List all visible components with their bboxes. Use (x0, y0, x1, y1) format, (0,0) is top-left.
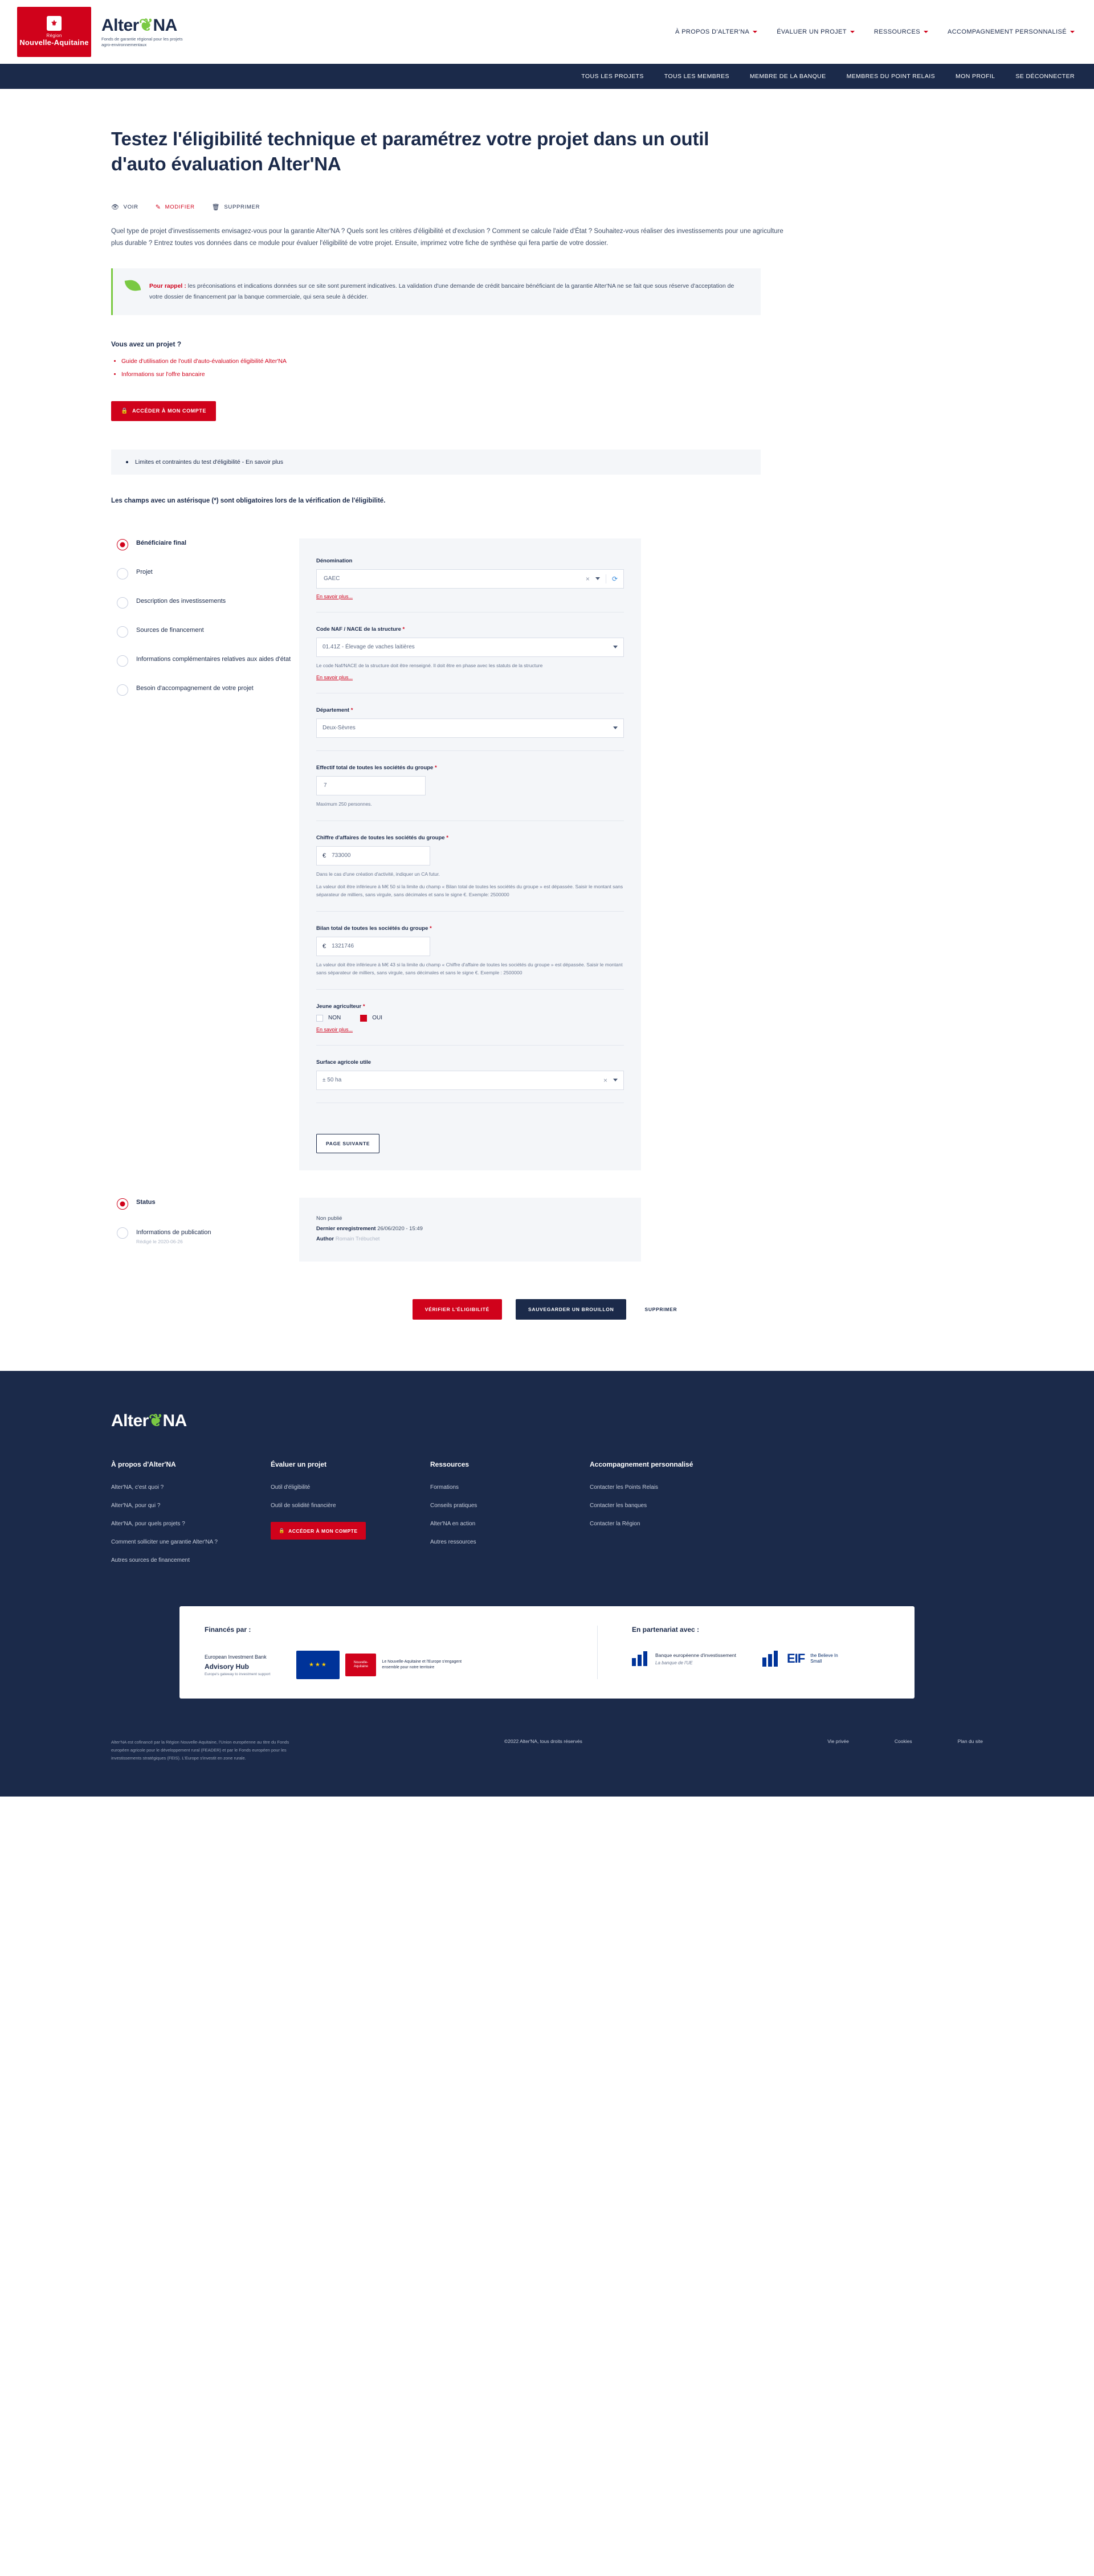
limits-accordion-label: Limites et contraintes du test d'éligibilité - En savoir plus (135, 458, 283, 466)
footer-link[interactable]: Alter'NA, pour quels projets ? (111, 1521, 185, 1528)
alterna-logo-word: Alter❦NA (101, 16, 177, 35)
footer-col-title: Évaluer un projet (271, 1460, 327, 1469)
view-tab[interactable]: 👁 VOIR (111, 204, 138, 211)
sidebar-item-besoin-accompagnement[interactable] (117, 684, 299, 696)
footer-link[interactable]: Contacter les Points Relais (590, 1484, 659, 1491)
footer-logo[interactable]: Alter❦NA (111, 1411, 187, 1431)
sidebar-item-informations-publication[interactable] (117, 1227, 299, 1245)
list-item[interactable] (121, 355, 983, 368)
author-row: Author Romain Trébuchet (316, 1235, 380, 1242)
radio-icon[interactable] (117, 597, 128, 609)
chiffre-affaires-input-wrap[interactable] (316, 846, 430, 866)
project-question-heading: Vous avez un projet ? (111, 340, 182, 349)
delete-tab[interactable]: 🗑 SUPPRIMER (211, 204, 260, 211)
radio-icon[interactable] (117, 568, 128, 579)
pencil-icon: ✎ (155, 204, 161, 211)
link-savoir-plus-code-naf[interactable]: En savoir plus... (316, 674, 353, 680)
radio-icon[interactable] (117, 1227, 128, 1239)
radio-icon[interactable] (117, 1198, 128, 1210)
surface-agricole-value: ± 50 ha (323, 1077, 342, 1084)
footer-link[interactable]: Formations (430, 1484, 459, 1491)
footer-link-plan-du-site[interactable]: Plan du site (957, 1738, 983, 1745)
next-page-button[interactable]: PAGE SUIVANTE (316, 1134, 379, 1153)
eib-line2: Advisory Hub (205, 1662, 250, 1671)
footer-legal-text: Alter'NA est cofinancé par la Région Nouvelle-Aquitaine, l'Union européenne au titre du Fonds européen agricole pour le développement rural (FEADER) et par le Fonds européen pour les investissements stratégiques (FEIS). L'Europe s'investit en zone rurale. (111, 1740, 289, 1761)
denomination-combobox[interactable] (316, 569, 624, 589)
adminnav-tous-les-membres[interactable]: TOUS LES MEMBRES (664, 73, 729, 80)
label-effectif: Effectif total de toutes les sociétés du groupe * (316, 764, 437, 771)
link-guide[interactable]: Guide d'utilisation de l'outil d'auto-évaluation éligibilité Alter'NA (121, 358, 287, 365)
denomination-input[interactable] (323, 575, 586, 582)
nav-item-apropos[interactable]: À PROPOS D'ALTER'NA (675, 28, 757, 35)
field-code-naf (316, 626, 624, 693)
link-savoir-plus-jeune-agriculteur[interactable]: En savoir plus... (316, 1026, 353, 1032)
eu-region-logos (296, 1651, 467, 1679)
footer-bottom (111, 1738, 983, 1797)
partners-in-partnership (598, 1626, 889, 1667)
radio-icon[interactable] (117, 684, 128, 696)
field-departement (316, 707, 624, 751)
footer-columns (111, 1460, 983, 1574)
bei-line2: La banque de l'UE (655, 1660, 693, 1665)
step-label: Informations de publication (136, 1228, 211, 1236)
step-label: Informations complémentaires relatives aux aides d'état (136, 655, 291, 663)
footer-col-ressources (430, 1460, 590, 1574)
form-area (111, 538, 983, 1170)
label-departement: Département * (316, 707, 353, 713)
link-offre-bancaire[interactable]: Informations sur l'offre bancaire (121, 370, 205, 378)
eif-bars-icon (762, 1651, 778, 1667)
field-chiffre-affaires (316, 835, 624, 912)
departement-value: Deux-Sèvres (323, 725, 356, 732)
status-panel (299, 1198, 641, 1262)
resource-links (111, 355, 983, 380)
leaf-icon: ❦ (138, 16, 153, 35)
adminnav-membre-banque[interactable]: MEMBRE DE LA BANQUE (749, 73, 826, 80)
lock-icon: 🔒 (279, 1528, 285, 1534)
page-title: Testez l'éligibilité technique et paramétrez votre projet dans un outil d'auto évaluation Alter'NA (111, 128, 709, 174)
footer-link[interactable]: Autres ressources (430, 1539, 476, 1546)
chevron-down-icon[interactable] (595, 577, 600, 580)
clear-icon[interactable]: × (585, 574, 590, 583)
surface-agricole-combobox[interactable] (316, 1071, 624, 1090)
label-jeune-agriculteur: Jeune agriculteur * (316, 1003, 365, 1010)
bei-line1: Banque européenne d'investissement (655, 1652, 736, 1658)
sidebar-item-beneficiaire[interactable] (117, 538, 299, 550)
footer-bottom-links (827, 1738, 983, 1762)
footer-copyright: ©2022 Alter'NA, tous droits réservés (504, 1738, 582, 1745)
chevron-down-icon[interactable] (613, 726, 618, 729)
radio-icon[interactable] (117, 626, 128, 638)
chevron-down-icon[interactable] (613, 646, 618, 648)
last-save-row: Dernier enregistrement 26/06/2020 - 15:49 (316, 1225, 423, 1232)
nav-item-ressources[interactable]: RESSOURCES (874, 28, 928, 35)
field-bilan-total (316, 925, 624, 990)
step-label: Sources de financement (136, 626, 204, 634)
callout-strong: Pour rappel : (149, 282, 186, 289)
step-label: Bénéficiaire final (136, 539, 187, 546)
euro-icon: € (323, 852, 326, 859)
footer-link[interactable]: Alter'NA en action (430, 1521, 476, 1528)
trash-icon: 🗑 (211, 204, 221, 211)
step-label: Status (136, 1198, 156, 1206)
form-panel (299, 538, 641, 1170)
partners-left-title: Financés par : (205, 1626, 251, 1634)
alterna-logo[interactable] (101, 15, 187, 48)
region-mini-logo: Nouvelle-Aquitaine (345, 1654, 376, 1676)
save-draft-button[interactable]: SAUVEGARDER UN BROUILLON (516, 1299, 626, 1320)
partners-right-title: En partenariat avec : (632, 1626, 700, 1634)
chevron-down-icon (1070, 31, 1075, 33)
admin-navigation (0, 64, 1094, 89)
radio-icon[interactable] (117, 655, 128, 667)
field-surface-agricole (316, 1059, 624, 1103)
clear-icon[interactable]: × (603, 1076, 607, 1084)
partners-panel (179, 1606, 915, 1699)
nav-item-accompagnement[interactable]: ACCOMPAGNEMENT PERSONNALISÉ (948, 28, 1075, 35)
footer-link[interactable]: Outil d'éligibilité (271, 1484, 311, 1491)
eu-partnership-text: Le Nouvelle-Aquitaine et l'Europe s'engagent ensemble pour notre territoire (382, 1660, 462, 1670)
chevron-down-icon (850, 31, 855, 33)
bilan-total-input[interactable] (330, 942, 424, 950)
bilan-total-input-wrap[interactable] (316, 937, 430, 956)
chiffre-affaires-input[interactable] (330, 852, 424, 859)
eu-flag-icon (296, 1651, 340, 1679)
bei-bars-icon (632, 1651, 647, 1666)
footer-link[interactable]: Comment solliciter une garantie Alter'NA ? (111, 1539, 218, 1546)
footer-link[interactable]: Contacter les banques (590, 1503, 647, 1509)
site-footer (0, 1371, 1094, 1797)
field-denomination (316, 558, 624, 613)
footer-col-accompagnement (590, 1460, 818, 1574)
footer-col-title: Ressources (430, 1460, 470, 1469)
region-logo-line2: Nouvelle-Aquitaine (19, 38, 89, 47)
bei-logo (632, 1651, 736, 1666)
footer-link[interactable]: Alter'NA, pour qui ? (111, 1503, 161, 1509)
form-actions (111, 1299, 983, 1320)
eif-wordmark: EIF (786, 1651, 805, 1666)
hint-code-naf: Le code Naf/NACE de la structure doit être renseigné. Il doit être en phase avec les statuts de la structure (316, 662, 543, 668)
refresh-icon[interactable]: ⟳ (611, 574, 618, 583)
mandatory-fields-note: Les champs avec un astérisque (*) sont obligatoires lors de la vérification de l'éligibilité. (111, 497, 386, 504)
footer-link[interactable]: Contacter la Région (590, 1521, 640, 1528)
footer-col-title: À propos d'Alter'NA (111, 1460, 176, 1469)
eib-line1: European Investment Bank (205, 1654, 267, 1660)
adminnav-mon-profil[interactable]: MON PROFIL (956, 73, 995, 80)
footer-link-cookies[interactable]: Cookies (894, 1738, 912, 1745)
option-non[interactable]: NON (316, 1015, 341, 1022)
partners-funded-by (205, 1626, 598, 1679)
step-label: Besoin d'accompagnement de votre projet (136, 684, 254, 692)
footer-link[interactable]: Outil de solidité financière (271, 1503, 336, 1509)
main-navigation (675, 28, 1075, 35)
sidebar-item-projet[interactable] (117, 568, 299, 579)
eye-icon: 👁 (111, 204, 120, 211)
footer-link[interactable]: Conseils pratiques (430, 1503, 477, 1509)
label-code-naf: Code NAF / NACE de la structure * (316, 626, 405, 632)
footer-link[interactable]: Alter'NA, c'est quoi ? (111, 1484, 164, 1491)
hint-chiffre-affaires-1: Dans le cas d'une création d'activité, indiquer un CA futur. (316, 871, 440, 877)
edit-tab[interactable]: ✎ MODIFIER (155, 204, 195, 211)
hint-effectif: Maximum 250 personnes. (316, 801, 372, 807)
chevron-down-icon (924, 31, 928, 33)
chevron-down-icon[interactable] (613, 1079, 618, 1081)
label-surface-agricole: Surface agricole utile (316, 1059, 372, 1065)
effectif-input-wrap[interactable] (316, 776, 426, 795)
logo-block[interactable] (17, 7, 187, 57)
sidebar-item-description-investissements[interactable] (117, 597, 299, 609)
checkbox-icon[interactable] (316, 1015, 323, 1022)
top-header (0, 0, 1094, 64)
field-jeune-agriculteur (316, 1003, 624, 1046)
field-effectif (316, 765, 624, 821)
link-savoir-plus-denomination[interactable]: En savoir plus... (316, 593, 353, 599)
adminnav-tous-les-projets[interactable]: TOUS LES PROJETS (581, 73, 644, 80)
chevron-down-icon (753, 31, 757, 33)
eib-advisory-hub-logo (205, 1654, 270, 1676)
verify-eligibility-button[interactable]: VÉRIFIER L'ÉLIGIBILITÉ (413, 1299, 502, 1320)
access-account-button[interactable]: 🔒 ACCÉDER À MON COMPTE (111, 401, 216, 421)
callout-text: les préconisations et indications données sur ce site sont purement indicatives. La validation d'une demande de crédit bancaire bénéficiant de la garantie Alter'NA ne se fait que sous réserve d'acceptation de votre dossier de financement par la banque commerciale, qui sera seule à décider. (149, 282, 734, 301)
step-label: Description des investissements (136, 597, 226, 605)
form-steps (111, 538, 299, 1170)
lock-icon: 🔒 (121, 407, 129, 414)
footer-col-evaluer (271, 1460, 430, 1574)
footer-access-account-button[interactable]: 🔒 ACCÉDER À MON COMPTE (271, 1522, 366, 1540)
step-label: Projet (136, 568, 153, 575)
sidebar-item-status[interactable] (117, 1198, 299, 1210)
main-content (0, 126, 1094, 1342)
radio-icon[interactable] (117, 539, 128, 550)
departement-select[interactable] (316, 718, 624, 738)
hint-bilan-total: La valeur doit être inférieure à M€ 43 si la limite du champ « Chiffre d'affaire de toutes les sociétés du groupe » est dépassée. Saisir le montant sans séparateur de milliers, sans virgule, sans décimales et sans le signe €. Exemple : 2500000 (316, 961, 623, 975)
option-oui[interactable]: OUI (360, 1015, 382, 1022)
region-logo-line1: Région (46, 33, 62, 39)
limits-accordion[interactable] (111, 450, 761, 475)
adminnav-membres-point-relais[interactable]: MEMBRES DU POINT RELAIS (846, 73, 936, 80)
region-logo[interactable] (17, 7, 91, 57)
publication-status: Non publié (316, 1215, 342, 1222)
status-steps (111, 1198, 299, 1262)
eib-line3: Europe's gateway to investment support (205, 1672, 271, 1676)
step-sublabel: Rédigé le 2020-06-26 (136, 1239, 183, 1245)
label-denomination: Dénomination (316, 557, 353, 564)
euro-icon: € (323, 942, 326, 950)
leaf-icon (125, 279, 141, 292)
footer-link-vie-privee[interactable]: Vie privée (827, 1738, 849, 1745)
sidebar-item-informations-complementaires[interactable] (117, 655, 299, 667)
checkbox-icon[interactable] (360, 1015, 367, 1022)
delete-button[interactable]: SUPPRIMER (640, 1299, 681, 1320)
eif-logo (762, 1651, 850, 1667)
footer-col-apropos (111, 1460, 271, 1574)
footer-col-title: Accompagnement personnalisé (590, 1460, 693, 1469)
reminder-callout (111, 268, 761, 316)
jeune-agriculteur-options (316, 1015, 624, 1022)
alterna-logo-sub: Fonds de garantie régional pour les projets agro-environnementaux (101, 36, 183, 47)
adminnav-se-deconnecter[interactable]: SE DÉCONNECTER (1015, 73, 1075, 80)
region-crest-icon: ⚜ (47, 16, 62, 31)
nav-item-evaluer[interactable]: ÉVALUER UN PROJET (777, 28, 855, 35)
code-naf-select[interactable] (316, 638, 624, 657)
code-naf-value: 01.41Z - Élevage de vaches laitières (323, 644, 415, 651)
leaf-icon: ❦ (148, 1411, 163, 1431)
label-bilan-total: Bilan total de toutes les sociétés du groupe * (316, 925, 432, 932)
list-item[interactable] (121, 368, 983, 381)
status-area (111, 1198, 983, 1262)
sidebar-item-sources-financement[interactable] (117, 626, 299, 638)
effectif-input[interactable] (323, 782, 419, 789)
intro-paragraph: Quel type de projet d'investissements envisagez-vous pour la garantie Alter'NA ? Quels sont les critères d'éligibilité et d'exclusion ? Comment se calcule l'aide d'État ? Souhaitez-vous réaliser des investissements pour une agriculture plus durable ? Entrez toutes vos données dans ce module pour évaluer l'éligibilité de votre projet. Ensuite, imprimez votre fiche de synthèse qui fera partie de votre dossier. (111, 228, 783, 247)
bullet-icon (126, 461, 128, 463)
hint-chiffre-affaires-2: La valeur doit être inférieure à M€ 50 si la limite du champ « Bilan total de toutes les sociétés du groupe » est dépassée. Saisir le montant sans séparateur de milliers, sans virgule, sans décimales et sans le signe €. Exemple: 2500000 (316, 883, 623, 897)
label-chiffre-affaires: Chiffre d'affaires de toutes les sociétés du groupe * (316, 834, 448, 841)
node-actions (111, 203, 983, 211)
eif-tagline: the Believe In Small (810, 1652, 838, 1664)
footer-link[interactable]: Autres sources de financement (111, 1557, 190, 1564)
